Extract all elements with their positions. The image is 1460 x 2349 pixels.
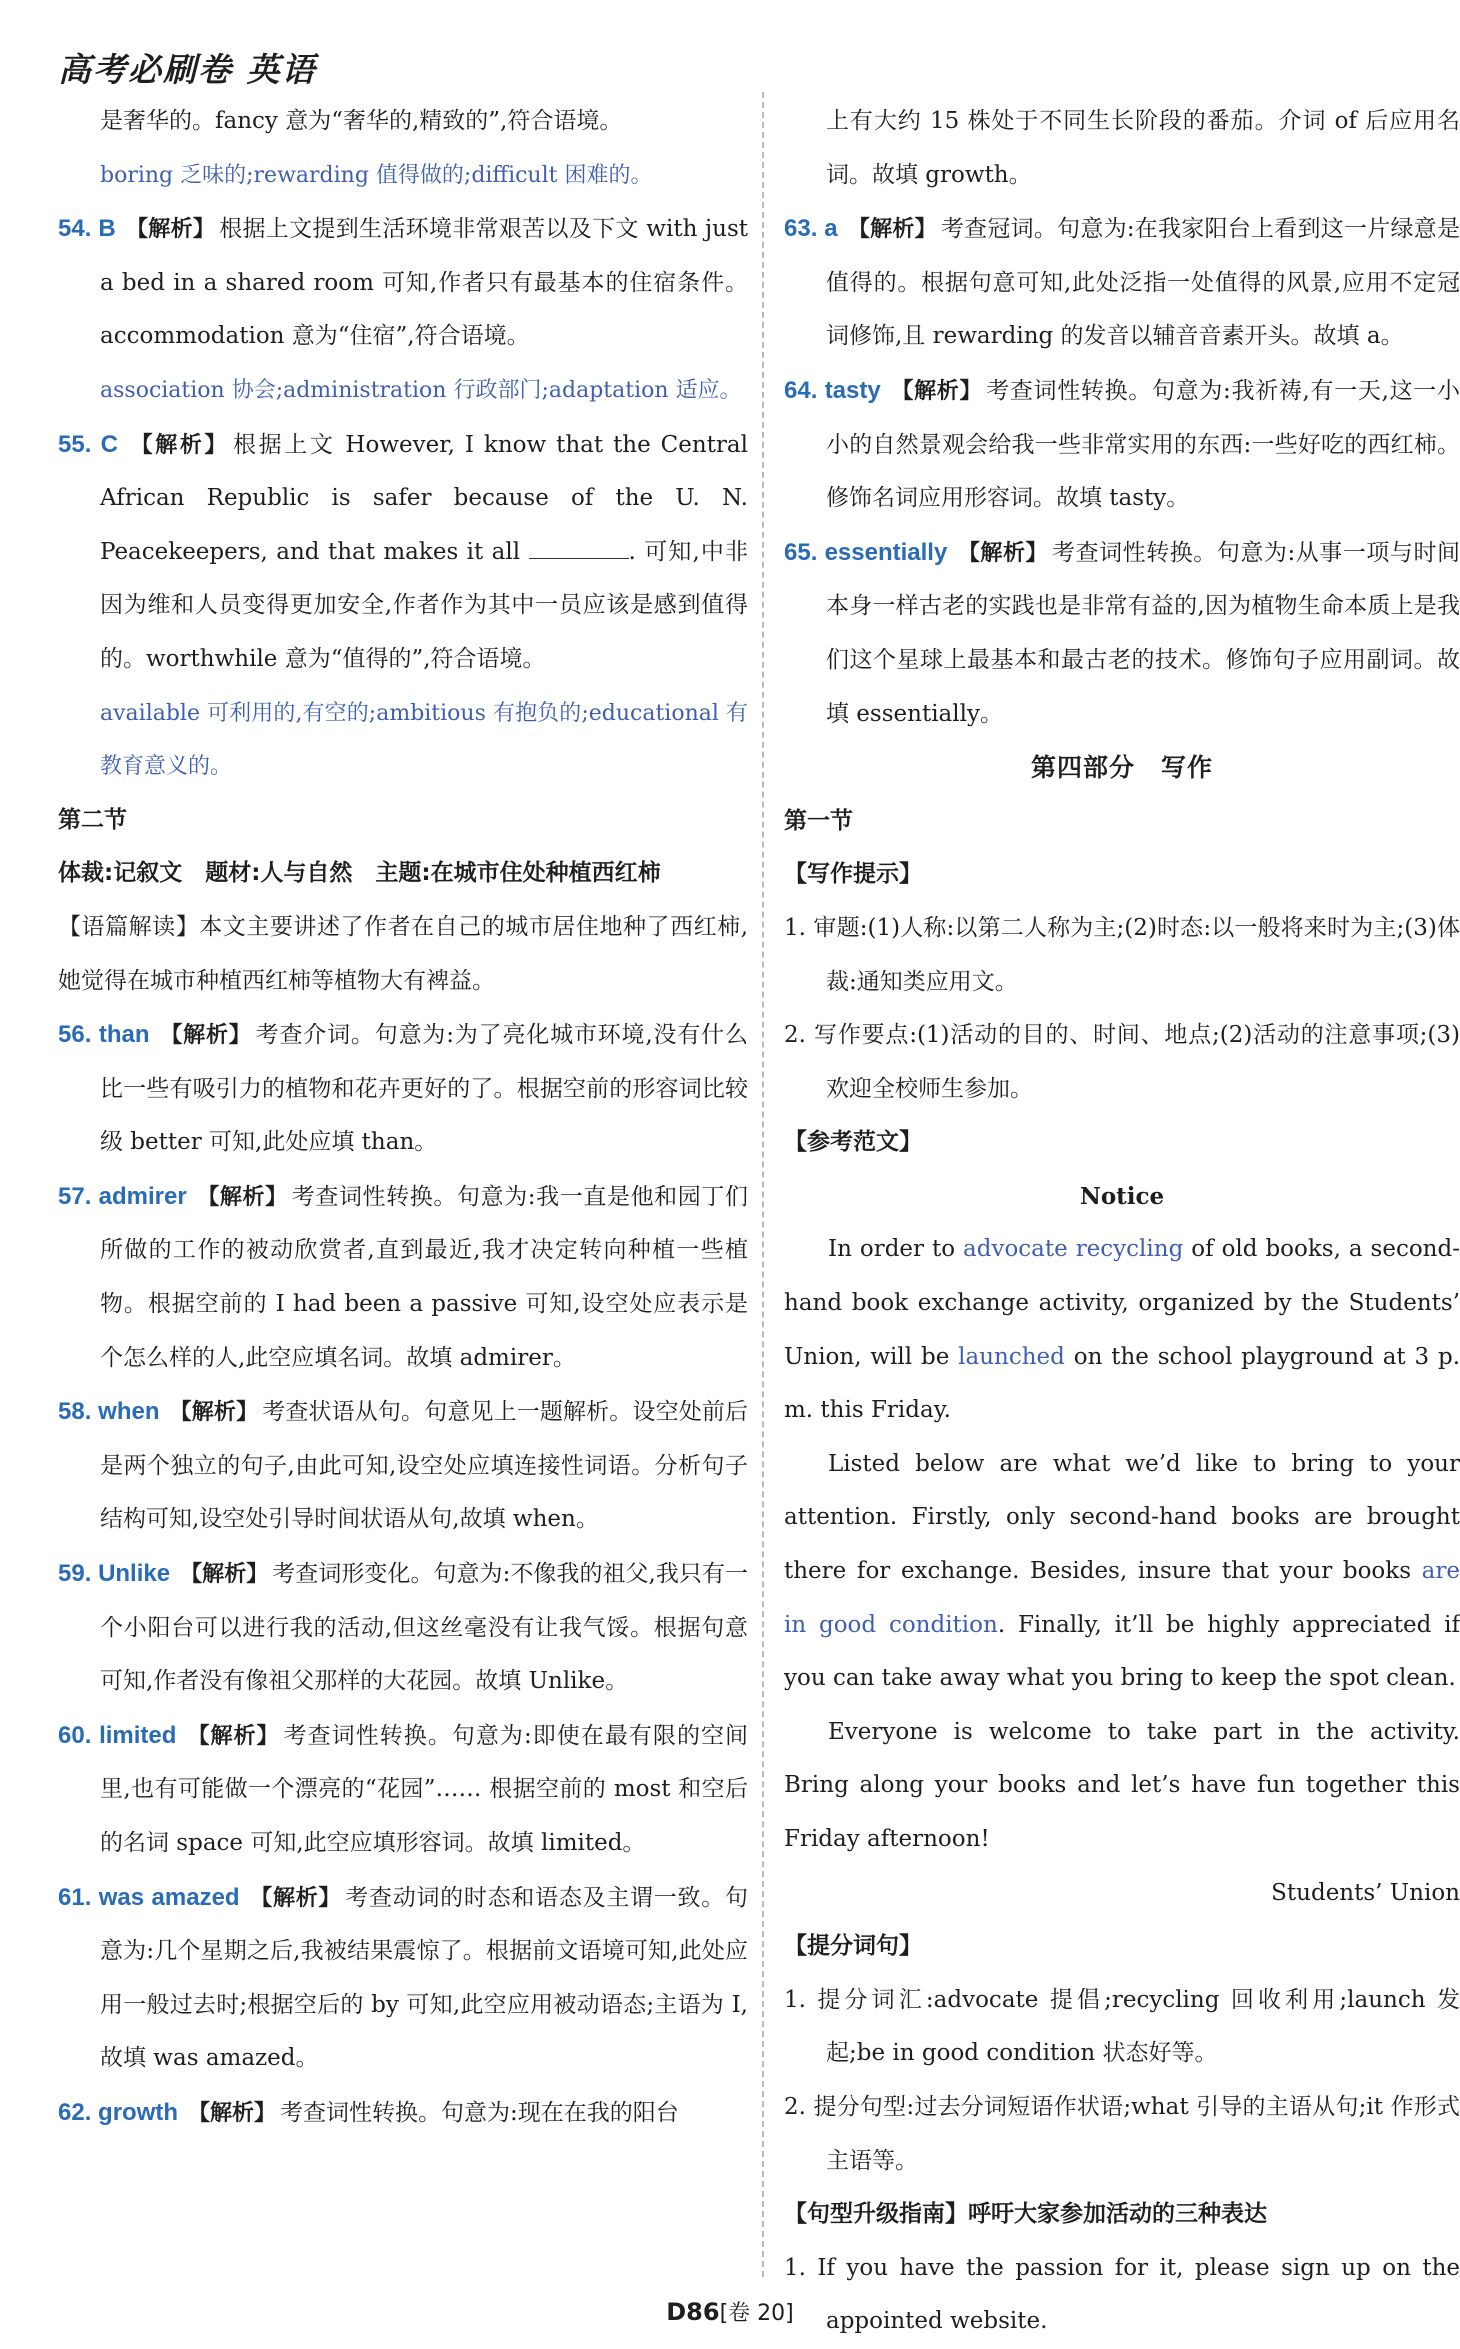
analysis-text-65: 考查词性转换。句意为:从事一项与时间本身一样古老的实践也是非常有益的,因为植物生命本质上是我们这个星球上最基本和最古老的技术。修饰句子应用副词。故填 essentially。 <box>826 539 1460 727</box>
analysis-tag: 【解析】 <box>847 217 937 243</box>
writing-tip-1: 1. 审题:(1)人称:以第二人称为主;(2)时态:以一般将来时为主;(3)体裁:通知类应用文。 <box>784 914 1460 995</box>
highlight-good-condition: are in good condition <box>784 1558 1460 1638</box>
answer-55 <box>58 418 748 687</box>
answer-65 <box>784 526 1460 741</box>
analysis-text-55a: 根据上文 However, I know that the Central African Republic is safer because of the U. N. Peacekeepers, and that makes it all <box>100 431 748 565</box>
answer-62 <box>58 2086 748 2141</box>
para1-text-a: In order to <box>828 1236 964 1263</box>
answer-label-65: 65. essentially <box>784 538 948 566</box>
page-number: D86 <box>666 2298 720 2326</box>
vocab-note-53: boring 乏味的;rewarding 值得做的;difficult 困难的。 <box>100 162 653 188</box>
answer-57 <box>58 1170 748 1385</box>
answer-label-59: 59. Unlike <box>58 1560 171 1588</box>
model-paragraph-2 <box>784 1438 1460 1706</box>
sentence-guide-heading: 【句型升级指南】呼吁大家参加活动的三种表达 <box>784 2201 1267 2228</box>
key-words-1: 1. 提分词汇:advocate 提倡;recycling 回收利用;launch 发起;be in good condition 状态好等。 <box>784 1986 1460 2067</box>
vocab-note-54 <box>58 364 748 418</box>
answer-58 <box>58 1385 748 1547</box>
answer-63 <box>784 202 1460 364</box>
analysis-tag: 【解析】 <box>957 540 1049 566</box>
analysis-tag: 【解析】 <box>249 1885 342 1911</box>
analysis-text-57: 考查词性转换。句意为:我一直是他和园丁们所做的工作的被动欣赏者,直到最近,我才决定转向种植一些植物。根据空前的 I had been a passive 可知,设空处应表示是个怎么样的人,此空应填名词。故填 admirer。 <box>100 1183 749 1371</box>
para1-text-e: on the school playground at 3 p. m. this Friday. <box>784 1343 1460 1424</box>
fill-blank-line <box>529 536 629 559</box>
answer-64 <box>784 364 1460 526</box>
answer-label-62: 62. growth <box>58 2098 179 2126</box>
volume-label: [卷 20] <box>719 2301 794 2326</box>
answer-label-58: 58. when <box>58 1398 160 1426</box>
answer-62-continued: 上有大约 15 株处于不同生长阶段的番茄。介词 of 后应用名词。故填 growth。 <box>826 108 1460 188</box>
answer-label-63: 63. a <box>784 215 838 243</box>
analysis-text-64: 考查词性转换。句意为:我祈祷,有一天,这一小小的自然景观会给我一些非常实用的东西:一些好吃的西红柿。修饰名词应用形容词。故填 tasty。 <box>826 377 1460 512</box>
key-words-2: 2. 提分句型:过去分词短语作状语;what 引导的主语从句;it 作形式主语等。 <box>784 2093 1460 2174</box>
passage-reading-summary: 【语篇解读】本文主要讲述了作者在自己的城市居住地种了西红柿,她觉得在城市种植西红柿等植物大有裨益。 <box>58 913 748 994</box>
page-header-title: 高考必刷卷 英语 <box>58 50 317 89</box>
notice-signature: Students’ Union <box>1271 1879 1460 1906</box>
column-divider <box>762 92 764 2277</box>
answer-60 <box>58 1709 748 1871</box>
highlight-launched: launched <box>958 1343 1065 1370</box>
vocab-text-54: association 协会;administration 行政部门;adaptation 适应。 <box>100 377 742 403</box>
answer-61 <box>58 1871 748 2086</box>
answer-label-56: 56. than <box>58 1021 150 1049</box>
notice-title: Notice <box>1079 1182 1165 1210</box>
analysis-tag: 【解析】 <box>125 217 216 243</box>
writing-tips-heading: 【写作提示】 <box>784 861 922 888</box>
analysis-tag: 【解析】 <box>159 1023 252 1049</box>
key-words-heading: 【提分词句】 <box>784 1933 922 1960</box>
answer-label-64: 64. tasty <box>784 376 881 404</box>
model-paragraph-3: Everyone is welcome to take part in the activity. Bring along your books and let’s have fun together this Friday afternoon! <box>784 1718 1460 1852</box>
analysis-text-59: 考查词形变化。句意为:不像我的祖父,我只有一个小阳台可以进行我的活动,但这丝毫没有让我气馁。根据句意可知,作者没有像祖父那样的大花园。故填 Unlike。 <box>100 1561 748 1695</box>
analysis-tag: 【解析】 <box>188 2100 277 2126</box>
answer-label-54: 54. B <box>58 215 116 243</box>
answer-54 <box>58 202 748 364</box>
left-column <box>58 95 748 2141</box>
analysis-text-63: 考查冠词。句意为:在我家阳台上看到这一片绿意是值得的。根据句意可知,此处泛指一处值得的风景,应用不定冠词修饰,且 rewarding 的发音以辅音音素开头。故填 a。 <box>826 216 1460 350</box>
right-column <box>784 95 1460 2349</box>
analysis-text-55b: . 可知,中非因为维和人员变得更加安全,作者作为其中一员应该是感到值得的。worthwhile 意为“值得的”,符合语境。 <box>100 538 748 672</box>
answer-label-57: 57. admirer <box>58 1182 187 1210</box>
para1-text-c: of old books, a second-hand book exchange activity, organized by the Students’ Union, will be <box>784 1236 1460 1370</box>
analysis-tag: 【解析】 <box>196 1184 288 1210</box>
analysis-tag: 【解析】 <box>186 1723 280 1749</box>
analysis-text-62: 考查词性转换。句意为:现在在我的阳台 <box>280 2099 679 2126</box>
analysis-tag: 【解析】 <box>180 1562 269 1588</box>
analysis-text-54: 根据上文提到生活环境非常艰苦以及下文 with just a bed in a shared room 可知,作者只有最基本的住宿条件。accommodation 意为“住宿”,符合语境。 <box>100 216 748 350</box>
analysis-text-61: 考查动词的时态和语态及主谓一致。句意为:几个星期之后,我被结果震惊了。根据前文语境可知,此处应用一般过去时;根据空后的 by 可知,此空应用被动语态;主语为 I,故填 was amazed。 <box>100 1884 748 2072</box>
model-paragraph-1 <box>784 1223 1460 1437</box>
highlight-advocate-recycling: advocate recycling <box>963 1236 1184 1263</box>
analysis-tag: 【解析】 <box>127 432 230 458</box>
answer-53-continued: 是奢华的。fancy 意为“奢华的,精致的”,符合语境。 <box>100 108 623 134</box>
genre-line: 体裁:记叙文 题材:人与自然 主题:在城市住处种植西红柿 <box>58 860 661 887</box>
model-essay-heading: 【参考范文】 <box>784 1129 922 1156</box>
answer-59 <box>58 1547 748 1709</box>
answer-label-61: 61. was amazed <box>58 1883 240 1911</box>
answer-label-60: 60. limited <box>58 1721 177 1749</box>
section-2-heading: 第二节 <box>58 806 127 833</box>
answer-56 <box>58 1008 748 1170</box>
analysis-text-58: 考查状语从句。句意见上一题解析。设空处前后是两个独立的句子,由此可知,设空处应填连接性词语。分析句子结构可知,设空处引导时间状语从句,故填 when。 <box>100 1399 748 1533</box>
sentence-guide-1: 1. If you have the passion for it, please sign up on the appointed website. <box>784 2254 1460 2335</box>
part-4-heading: 第四部分 写作 <box>1030 753 1213 783</box>
section-1-heading: 第一节 <box>784 807 853 834</box>
analysis-tag: 【解析】 <box>169 1400 259 1426</box>
analysis-text-56: 考查介词。句意为:为了亮化城市环境,没有什么比一些有吸引力的植物和花卉更好的了。根据空前的形容词比较级 better 可知,此处应填 than。 <box>100 1022 748 1156</box>
vocab-note-55: available 可利用的,有空的;ambitious 有抱负的;educational 有教育意义的。 <box>100 700 748 780</box>
para2-text-a: Listed below are what we’d like to bring to your attention. Firstly, only second-hand books are brought there for exchange. Besides, insure that your books <box>784 1450 1460 1585</box>
answer-label-55: 55. C <box>58 430 118 458</box>
writing-tip-2: 2. 写作要点:(1)活动的目的、时间、地点;(2)活动的注意事项;(3)欢迎全校师生参加。 <box>784 1022 1460 1102</box>
para2-text-c: . Finally, it’ll be highly appreciated if you can take away what you bring to keep the spot clean. <box>784 1611 1460 1692</box>
page-footer <box>0 2296 1460 2327</box>
analysis-text-60: 考查词性转换。句意为:即使在最有限的空间里,也有可能做一个漂亮的“花园”…… 根据空前的 most 和空后的名词 space 可知,此空应填形容词。故填 limited。 <box>100 1722 749 1856</box>
analysis-tag: 【解析】 <box>890 378 983 404</box>
